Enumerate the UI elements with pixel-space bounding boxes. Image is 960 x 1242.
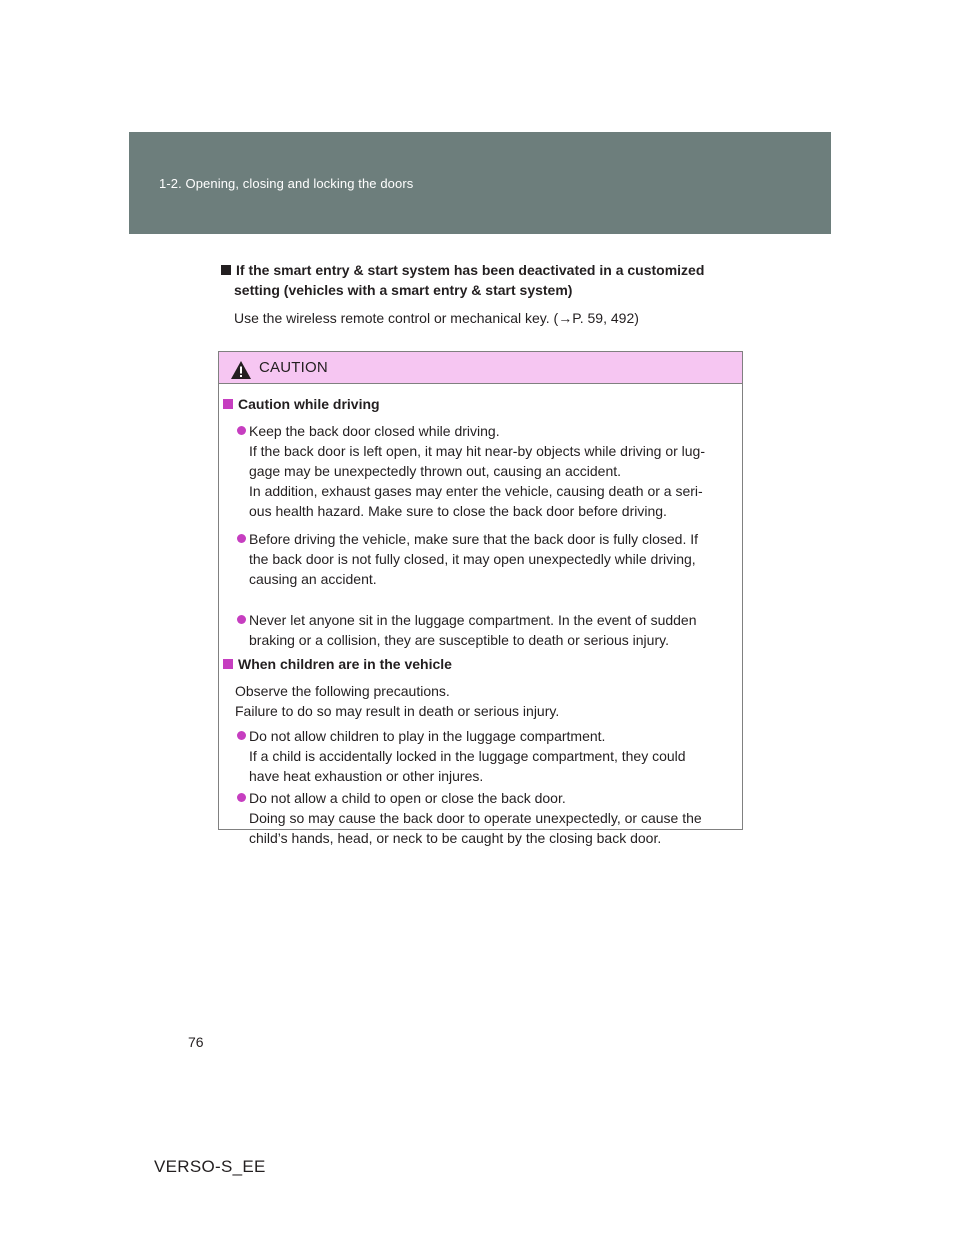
square-bullet-icon xyxy=(223,399,233,409)
intro-heading: If the smart entry & start system has been deactivated in a customized xyxy=(221,260,741,280)
footer-model-code: VERSO-S_EE xyxy=(154,1157,266,1176)
round-bullet-icon xyxy=(237,615,246,624)
intro-block xyxy=(221,260,741,328)
round-bullet-icon xyxy=(237,534,246,543)
square-bullet-icon xyxy=(223,659,233,669)
section-title: 1-2. Opening, closing and locking the doors xyxy=(159,176,414,191)
page-number: 76 xyxy=(188,1034,204,1050)
list-item: Never let anyone sit in the luggage compartment. In the event of sudden braking or a collision, they are susceptible to death or serious injury. xyxy=(237,610,742,650)
intro-body: Use the wireless remote control or mechanical key. (→P. 59, 492) xyxy=(234,310,639,326)
caution-section-heading: Caution while driving xyxy=(223,394,380,414)
round-bullet-icon xyxy=(237,793,246,802)
round-bullet-icon xyxy=(237,731,246,740)
arrow-icon: → xyxy=(558,310,573,326)
intro-heading-cont: setting (vehicles with a smart entry & start system) xyxy=(234,282,573,298)
caution-paragraph: Observe the following precautions. Failure to do so may result in death or serious injury. xyxy=(235,683,560,719)
list-item: Do not allow children to play in the luggage compartment. If a child is accidentally locked in the luggage compartment, they could have heat exhaustion or other injures. xyxy=(237,726,742,786)
caution-label: CAUTION xyxy=(259,359,328,376)
round-bullet-icon xyxy=(237,426,246,435)
list-item: Before driving the vehicle, make sure that the back door is fully closed. If the back door is not fully closed, it may open unexpectedly while driving, causing an accident. xyxy=(237,529,742,589)
caution-box xyxy=(218,351,743,846)
square-bullet-icon xyxy=(221,265,231,275)
list-item: Do not allow a child to open or close the back door. Doing so may cause the back door to operate unexpectedly, or cause the child’s hands, head, or neck to be caught by the closing back door. xyxy=(237,788,742,848)
warning-icon xyxy=(230,360,252,380)
list-item: Keep the back door closed while driving. If the back door is left open, it may hit near-by objects while driving or lug- gage may be unexpectedly thrown out, causing an accident. In addition, exhaust gases may enter the vehicle, causing death or a seri- ous health hazard. Make sure to close the back door before driving. xyxy=(237,421,742,521)
caution-section-heading: When children are in the vehicle xyxy=(223,654,452,674)
caution-header xyxy=(219,352,742,384)
